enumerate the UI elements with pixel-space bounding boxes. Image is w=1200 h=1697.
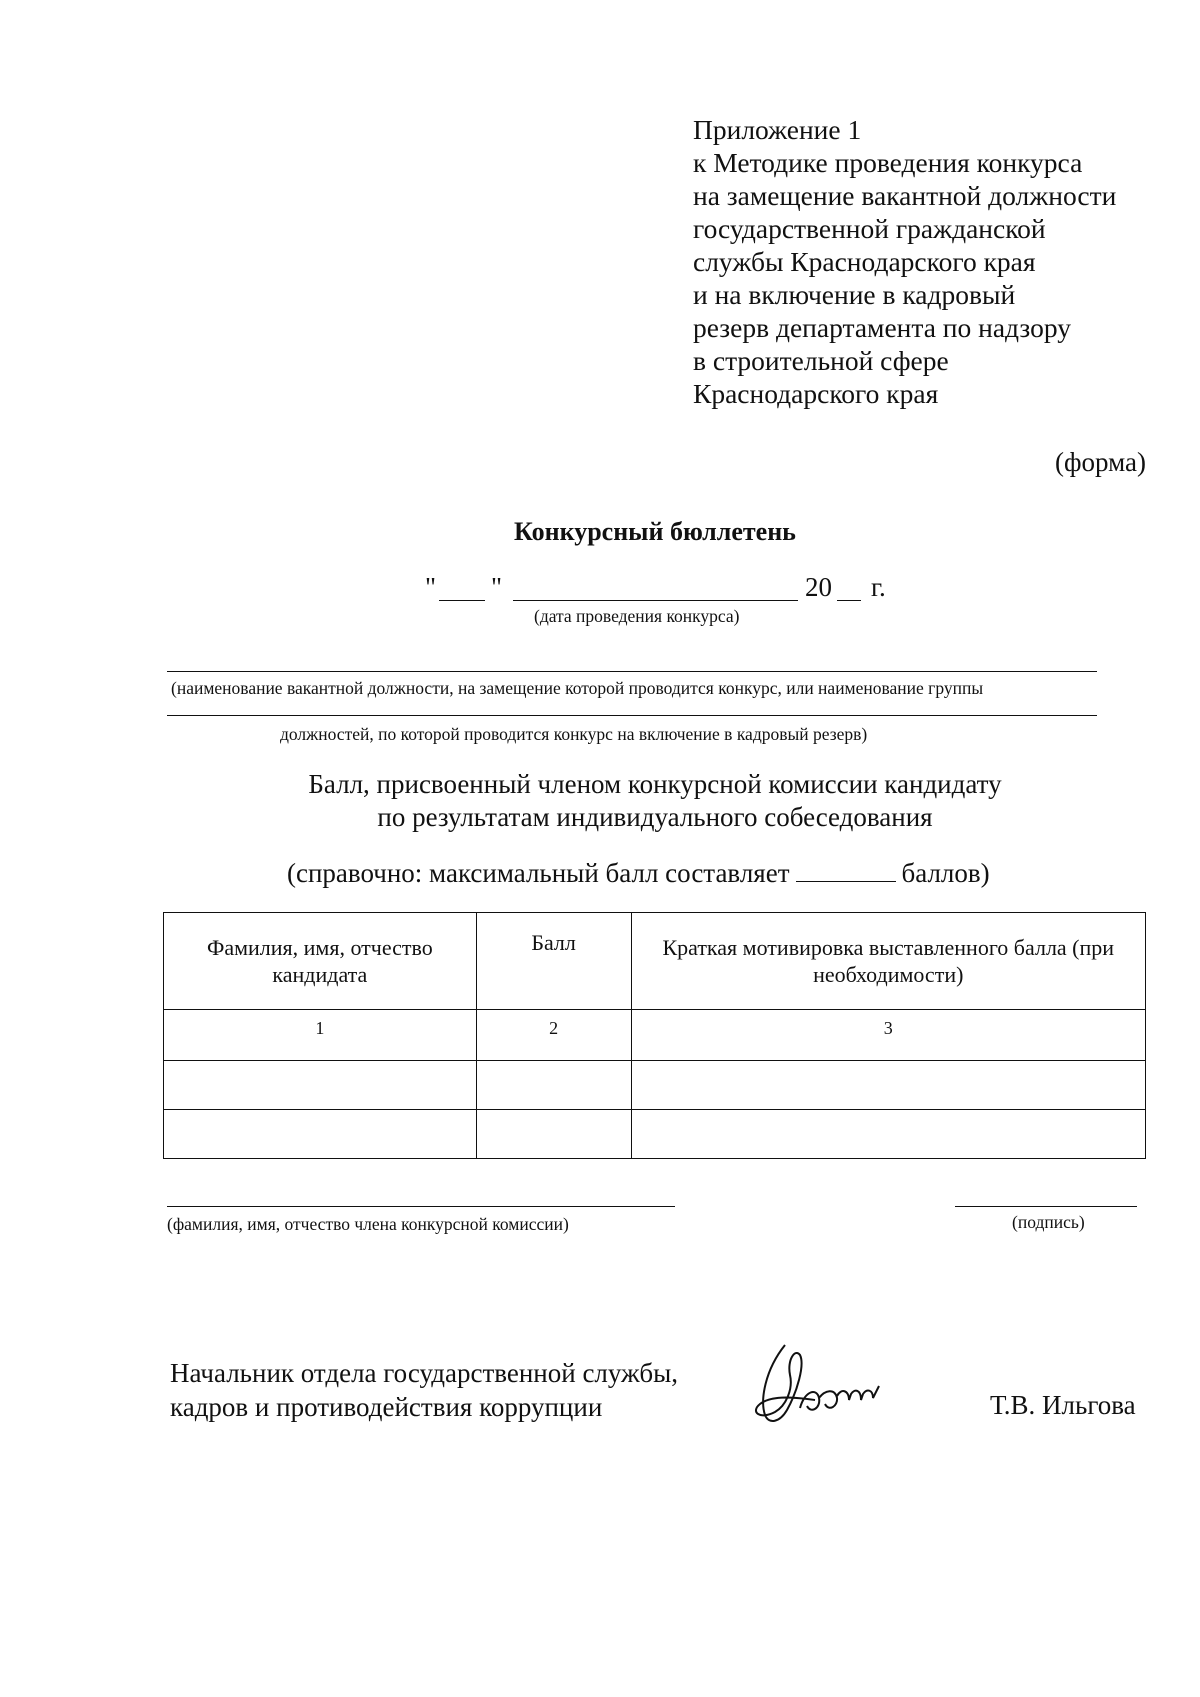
footer-position [170,1356,678,1424]
annex-line: Краснодарского края [693,378,939,409]
table-row [164,1110,1146,1159]
annex-line: и на включение в кадровый [693,279,1016,310]
footer-position-line2: кадров и противодействия коррупции [170,1392,603,1422]
form-label: (форма) [1055,447,1146,477]
score-heading-line2: по результатам индивидуального собеседования [377,802,933,832]
member-name-field[interactable] [167,1206,675,1207]
position-field-line2[interactable] [167,715,1097,716]
year-field[interactable] [837,600,861,601]
date-caption: (дата проведения конкурса) [534,606,740,626]
year-suffix: г. [871,572,886,602]
motivation-cell[interactable] [631,1110,1145,1159]
header-candidate-name: Фамилия, имя, отчество кандидата [164,913,477,1010]
reference-suffix: баллов) [901,858,990,888]
member-caption: (фамилия, имя, отчество члена конкурсной комиссии) [167,1214,569,1234]
column-number: 1 [164,1010,477,1061]
annex-line: на замещение вакантной должности [693,180,1117,211]
table-number-row [164,1010,1146,1061]
header-score: Балл [476,913,631,1010]
candidate-name-cell[interactable] [164,1061,477,1110]
column-number: 3 [631,1010,1145,1061]
annex-line: Приложение 1 [693,114,862,145]
annex-line: в строительной сфере [693,345,949,376]
score-heading [0,768,1200,834]
signature-field[interactable] [955,1206,1137,1207]
footer-name: Т.В. Ильгова [990,1390,1136,1420]
table-header-row [164,913,1146,1010]
date-quote-open: " [425,572,437,602]
score-table [163,912,1146,1159]
annex-header [693,113,1116,410]
reference-row [287,858,990,889]
header-motivation: Краткая мотивировка выставленного балла (при необходимости) [631,913,1145,1010]
day-field[interactable] [439,600,485,601]
handwritten-signature [745,1330,905,1440]
position-field-line1[interactable] [167,671,1097,672]
column-number: 2 [476,1010,631,1061]
signature-caption: (подпись) [1012,1212,1085,1232]
motivation-cell[interactable] [631,1061,1145,1110]
annex-line: государственной гражданской [693,213,1046,244]
footer-position-line1: Начальник отдела государственной службы, [170,1358,678,1388]
reference-prefix: (справочно: максимальный балл составляет [287,858,790,888]
max-score-field[interactable] [796,859,896,882]
annex-line: службы Краснодарского края [693,246,1036,277]
candidate-name-cell[interactable] [164,1110,477,1159]
annex-line: резерв департамента по надзору [693,312,1071,343]
score-cell[interactable] [476,1061,631,1110]
year-prefix: 20 [805,572,832,602]
score-cell[interactable] [476,1110,631,1159]
position-caption-line2: должностей, по которой проводится конкурс на включение в кадровый резерв) [280,724,868,744]
month-field[interactable] [513,600,798,601]
document-title: Конкурсный бюллетень [514,517,796,546]
annex-line: к Методике проведения конкурса [693,147,1083,178]
score-heading-line1: Балл, присвоенный членом конкурсной комиссии кандидату [308,769,1002,799]
date-quote-close: " [491,572,503,602]
table-row [164,1061,1146,1110]
position-caption-line1: (наименование вакантной должности, на замещение которой проводится конкурс, или наименование группы [171,678,984,698]
